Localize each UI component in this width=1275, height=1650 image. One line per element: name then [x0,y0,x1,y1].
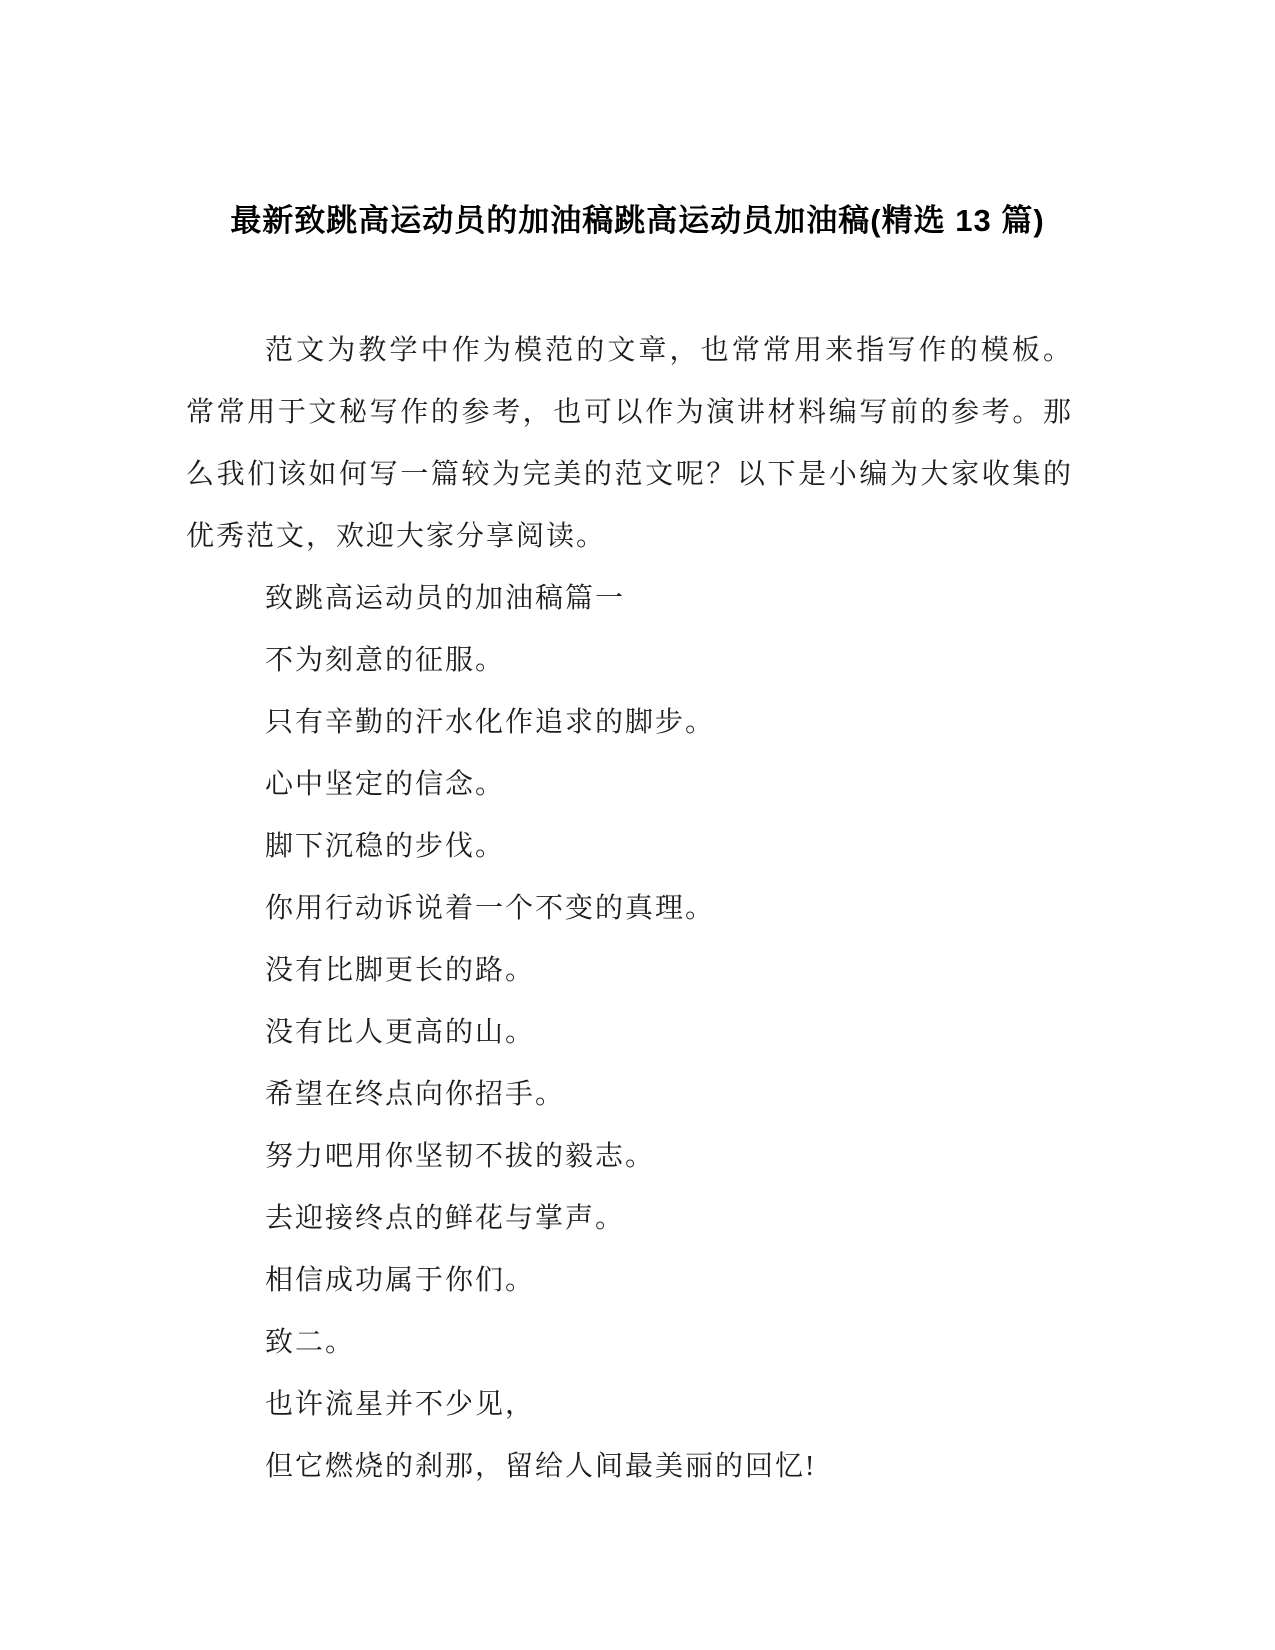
poem-line: 不为刻意的征服。 [265,645,506,676]
document-title: 最新致跳高运动员的加油稿跳高运动员加油稿(精选 13 篇) [230,203,1045,238]
poem-line: 只有辛勤的汗水化作追求的脚步。 [265,707,716,738]
poem-line: 去迎接终点的鲜花与掌声。 [265,1203,626,1234]
document-body [186,320,1073,1498]
poem-line: 心中坚定的信念。 [265,769,506,800]
poem-line: 相信成功属于你们。 [265,1265,536,1296]
poem-line: 努力吧用你坚韧不拔的毅志。 [265,1141,656,1172]
poem-line: 致二。 [265,1327,356,1358]
intro-paragraph: 范文为教学中作为模范的文章，也常常用来指写作的模板。常常用于文秘写作的参考，也可以作为演讲材料编写前的参考。那么我们该如何写一篇较为完美的范文呢？以下是小编为大家收集的优秀范文，欢迎大家分享阅读。 [186,335,1073,552]
poem-line: 也许流星并不少见， [265,1389,536,1420]
poem-line: 但它燃烧的刹那，留给人间最美丽的回忆! [265,1451,817,1482]
poem-line: 没有比人更高的山。 [265,1017,536,1048]
poem-line: 致跳高运动员的加油稿篇一 [265,583,626,614]
poem-line: 脚下沉稳的步伐。 [265,831,506,862]
poem-line: 希望在终点向你招手。 [265,1079,566,1110]
poem-lines [186,568,1073,1498]
poem-line: 你用行动诉说着一个不变的真理。 [265,893,716,924]
poem-line: 没有比脚更长的路。 [265,955,536,986]
